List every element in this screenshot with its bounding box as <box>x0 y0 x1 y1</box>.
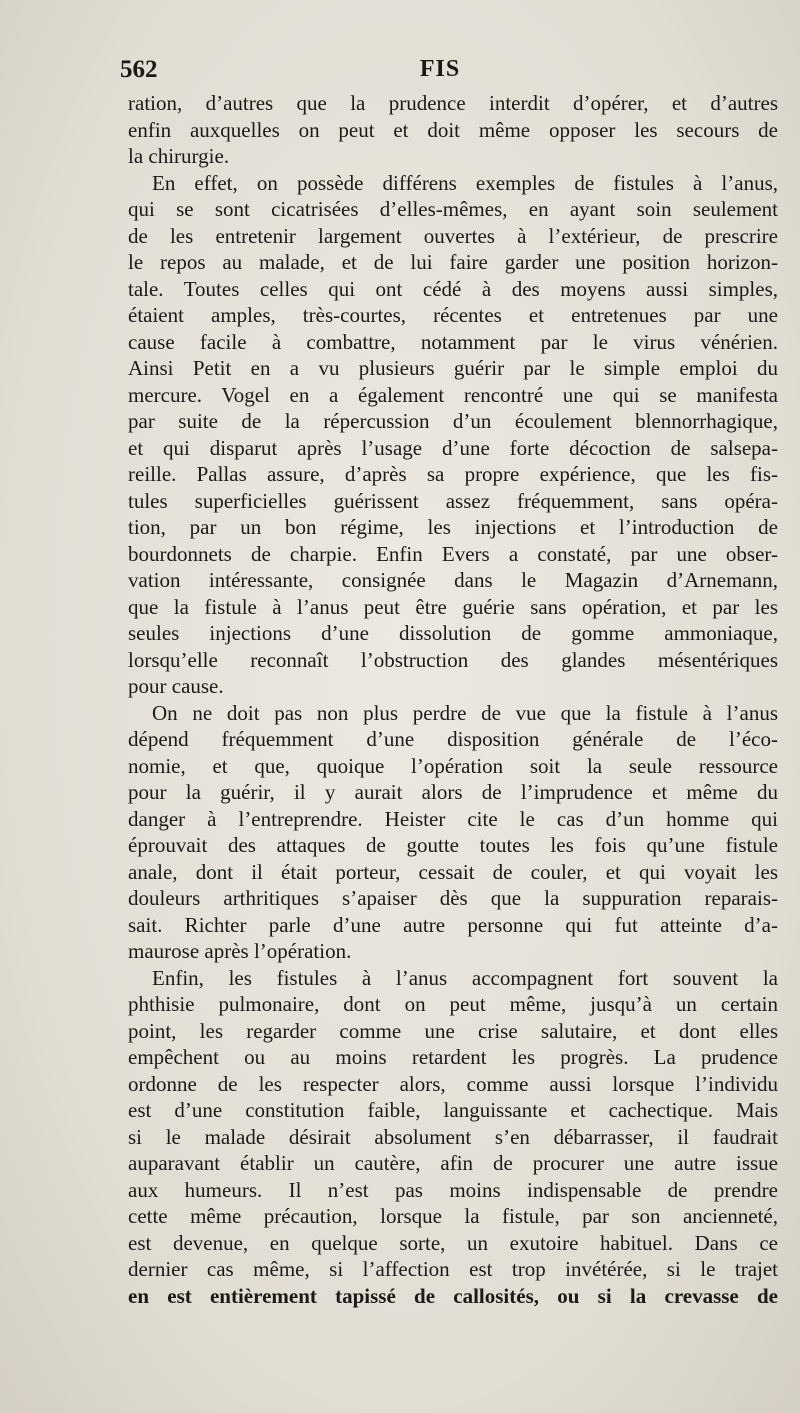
text-line: cette même précaution, lorsque la fistule, par son ancienneté, <box>128 1204 778 1228</box>
text-line: qui se sont cicatrisées d’elles-mêmes, en ayant soin seulement <box>128 197 778 221</box>
text-line: vation intéressante, consignée dans le Magazin d’Arnemann, <box>128 568 778 592</box>
body-text <box>128 90 778 1309</box>
text-line: empêchent ou au moins retardent les progrès. La prudence <box>128 1045 778 1069</box>
text-line: tale. Toutes celles qui ont cédé à des moyens aussi simples, <box>128 276 778 301</box>
text-line: éprouvait des attaques de goutte toutes les fois qu’une fistule <box>128 833 778 857</box>
text-line: étaient amples, très-courtes, récentes et entretenues par une <box>128 303 778 327</box>
text-line: seules injections d’une dissolution de gomme ammoniaque, <box>128 621 778 645</box>
text-line: est devenue, en quelque sorte, un exutoire habituel. Dans ce <box>128 1230 778 1255</box>
text-line: nomie, et que, quoique l’opération soit la seule ressource <box>128 753 778 778</box>
text-line: dépend fréquemment d’une disposition générale de l’éco- <box>128 727 778 751</box>
running-head: FIS <box>419 56 461 82</box>
text-line: pour cause. <box>128 674 224 698</box>
text-line: pour la guérir, il y aurait alors de l’imprudence et même du <box>128 780 778 804</box>
text-line: anale, dont il était porteur, cessait de couler, et qui voyait les <box>128 859 778 884</box>
text-line: que la fistule à l’anus peut être guérie sans opération, et par les <box>128 594 778 619</box>
text-line: lorsqu’elle reconnaît l’obstruction des glandes mésentériques <box>128 647 778 672</box>
text-line: En effet, on possède différens exemples de fistules à l’anus, <box>152 170 778 195</box>
text-line: ordonne de les respecter alors, comme aussi lorsque l’individu <box>128 1071 778 1096</box>
text-line: auparavant établir un cautère, afin de procurer une autre issue <box>128 1151 778 1175</box>
page-header <box>120 56 760 90</box>
text-line: maurose après l’opération. <box>128 939 352 963</box>
page-number: 562 <box>120 56 158 83</box>
text-line: tules superficielles guérissent assez fréquemment, sans opéra- <box>128 488 778 513</box>
text-line: le repos au malade, et de lui faire garder une position horizon- <box>128 250 778 274</box>
text-line: ration, d’autres que la prudence interdit d’opérer, et d’autres <box>128 91 778 115</box>
text-line: est d’une constitution faible, languissante et cachectique. Mais <box>128 1098 778 1122</box>
text-line: point, les regarder comme une crise salutaire, et dont elles <box>128 1018 778 1043</box>
text-line: phthisie pulmonaire, dont on peut même, jusqu’à un certain <box>128 992 778 1016</box>
text-line: enfin auxquelles on peut et doit même opposer les secours de <box>128 117 778 142</box>
text-line: et qui disparut après l’usage d’une forte décoction de salsepa- <box>128 435 778 460</box>
text-line: dernier cas même, si l’affection est trop invétérée, si le trajet <box>128 1257 778 1281</box>
text-line: Ainsi Petit en a vu plusieurs guérir par le simple emploi du <box>128 356 778 380</box>
text-line: On ne doit pas non plus perdre de vue que la fistule à l’anus <box>152 700 778 725</box>
text-line: par suite de la répercussion d’un écoulement blennorrhagique, <box>128 409 778 433</box>
text-line: cause facile à combattre, notamment par le virus vénérien. <box>128 329 778 354</box>
text-line: si le malade désirait absolument s’en débarrasser, il faudrait <box>128 1124 778 1149</box>
text-line: Enfin, les fistules à l’anus accompagnent fort souvent la <box>152 965 778 990</box>
text-line: en est entièrement tapissé de callosités, ou si la crevasse de <box>128 1283 778 1308</box>
text-line: douleurs arthritiques s’apaiser dès que la suppuration reparais- <box>128 886 778 910</box>
text-line: aux humeurs. Il n’est pas moins indispensable de prendre <box>128 1177 778 1202</box>
text-line: reille. Pallas assure, d’après sa propre expérience, que les fis- <box>128 462 778 486</box>
text-line: tion, par un bon régime, les injections et l’introduction de <box>128 515 778 539</box>
text-line: la chirurgie. <box>128 144 230 168</box>
text-line: danger à l’entreprendre. Heister cite le cas d’un homme qui <box>128 806 778 831</box>
text-line: bourdonnets de charpie. Enfin Evers a constaté, par une obser- <box>128 541 778 566</box>
text-line: sait. Richter parle d’une autre personne qui fut atteinte d’a- <box>128 912 778 937</box>
text-line: de les entretenir largement ouvertes à l’extérieur, de prescrire <box>128 223 778 248</box>
text-line: mercure. Vogel en a également rencontré une qui se manifesta <box>128 382 778 407</box>
